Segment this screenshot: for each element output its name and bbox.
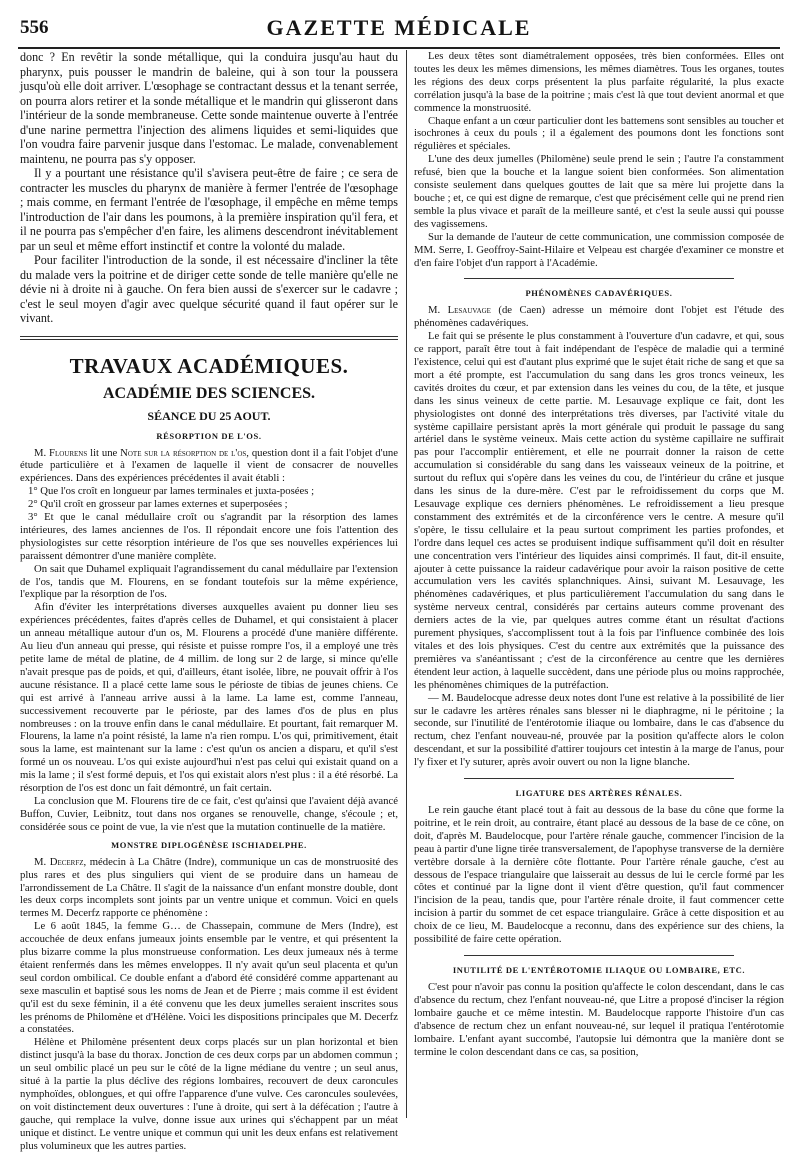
article-paragraph: Afin d'éviter les interprétations diverses auxquelles avaient pu donner lieu ses expériences précédentes, faites d'après celles de Duhamel, et qui consistaient à placer un anneau métallique autour d'un os, M. Flourens a procédé d'une manière différente. Au lieu d'un anneau qui presse, qui résiste et puisse rompre l'os, il a employé une très petite lame de métal de platine, de 4 millim. de long sur 2 de large, si mince qu'elle n'avait presque pas de poids, et qui, d'ailleurs, étant isolée, libre, ne pouvait offrir à l'os aucune résistance. Il a placé cette lame sous le périoste de tibias de jeunes chiens. Ce qui est arrivé à l'anneau arrive aussi à la lame. La lame est, comme l'anneau, successivement recouverte par le périoste, par des lames d'os de plus en plus nombreuses : on la trouve enfin dans le canal médullaire. Et pourtant, fait remarquer M. Flourens, la lame n'a point résisté, la lame n'a rien rompu. L'os qui, primitivement, était sous la lame, est maintenant sur la lame : c'est qu'un os ancien a disparu, et qu'il s'est formé un os nouveau. L'os qui existe aujourd'hui n'est pas celui qui existait quand on a mis la lame ; il s'est formé depuis, et l'os qui existait alors n'est plus : il a été résorbé. La résorption de l'os est donc un fait démontré, un fait certain.	[20, 601, 398, 795]
list-item: 2° Qu'il croît en grosseur par lames externes et superposées ;	[28, 498, 288, 511]
list-item: 1° Que l'os croît en longueur par lames terminales et juxta-posées ;	[28, 485, 315, 498]
note-title: Note sur la résorption de l'os	[120, 446, 247, 459]
article-paragraph: Hélène et Philomène présentent deux corps placés sur un plan horizontal et bien distinct jusqu'à la base du thorax. Jonction de ces deux corps par un abdomen commun ; un seul ombilic placé un peu sur le côté de la ligne médiane du ventre ; un seul anus, situé à la partie la plus déclive des régions lombaires, recouvert de deux caroncules nymphoïdes, oblongues, et qui offre l'apparence d'une vulve. Ces caroncules soulevées, on voit distinctement deux ouvertures : l'une à droite, qui sert à la défécation ; l'autre à gauche, qui remplace la vulve, donne issue aux urines qui s'échappent par un méat unique et distinct. Le ventre unique et commun qui unit les deux enfans est relativement plus volumineux que les autres parties.	[20, 1036, 398, 1152]
article-paragraph: — M. Baudelocque adresse deux notes dont l'une est relative à la possibilité de lier sur le cadavre les artères rénales sans blesser ni le diaphragme, ni le péritoine ; la seconde, sur l'inutilité de l'entérotomie iliaque ou lombaire, dans le cas d'absence du rectum, chez l'enfant nouveau-né, prouvée par la position qu'affecte alors le colon descendant, et sur la possibilité d'attirer toujours cet intestin à la marge de l'anus, pour l'y fixer et l'y suturer, après avoir ouvert ou non la ligne blanche.	[414, 691, 784, 769]
lead-verb: lit une	[87, 446, 121, 459]
article-paragraph: Chaque enfant a un cœur particulier dont les battemens sont sensibles au toucher et isochrones à ceux du pouls ; il a également des poumons dont les fonctions sont régulières et spéciales.	[414, 114, 784, 153]
lead-paragraph	[20, 856, 398, 921]
list-item: 3° Et que le canal médullaire croît ou s'agrandit par la résorption des lames intérieures, des lames anciennes de l'os. Il répondait encore une fois l'attention des physiologistes sur cette résorption intérieure de l'os que ses nouvelles expériences lui paraissent démontrer d'une manière complète.	[20, 511, 398, 562]
author-name: M. Lesauvage	[428, 304, 491, 317]
article-paragraph: Sur la demande de l'auteur de cette communication, une commission composée de MM. Serre, I. Geoffroy-Saint-Hilaire et Velpeau est chargée d'examiner ce monstre et d'en faire l'objet d'un rapport à l'Académie.	[414, 230, 784, 269]
author-name: M. Flourens	[34, 446, 88, 459]
section-subtitle: ACADÉMIE DES SCIENCES.	[102, 384, 316, 402]
monstre-article-start	[20, 856, 398, 1153]
article-paragraph: On sait que Duhamel expliquait l'agrandissement du canal médullaire par l'extension de l'os, tandis que M. Flourens, en se fondant toutefois sur la même expérience, l'explique par la résorption de l'os.	[20, 562, 398, 601]
column-divider	[406, 50, 407, 1118]
article-paragraph: C'est pour n'avoir pas connu la position qu'affecte le colon descendant, dans le cas d'absence du rectum, chez l'enfant nouveau-né, que Litre a proposé d'inciser la région lombaire gauche et ce même intestin. M. Baudelocque rapporte l'histoire d'un cas d'absence de rectum chez un enfant nouveau-né, sur lequel il pratiqua l'entérotomie lombaire. L'enfant ayant succombé, l'autopsie lui démontra que la manière dont se termine le colon descendant dans ce cas, sa position,	[414, 981, 784, 1058]
author-name: M. Decerfz	[34, 855, 84, 868]
lead-rest: (de Caen) adresse un mémoire dont l'objet est l'étude des phénomènes cadavériques.	[414, 304, 784, 330]
article-paragraph: Le fait qui se présente le plus constamment à l'ouverture d'un cadavre, et qui, sous ce rapport, paraît être tout à fait indépendant de l'espèce de maladie qui a terminé l'existence, celui qui est d'autant plus exprimé que le sujet était riche de sang et que sa mort a été prompte, est l'accumulation du sang dans les gros troncs veineux, les cavités droites du cœur, et par extension dans les veines du cou, de la tête, et jusque dans les sinus veineux de cette partie. M. Lesauvage explique ce fait, dont les physiologistes ont donné des interprétations très diverses, par l'activité vitale du système capillaire persistant après la mort générale qui produit le passage du sang artériel dans le système veineux. Mais cette action du système capillaire ne suffirait pas pour l'accomplir entièrement, et elle ne pourrait donner la raison de cette accumulation si considérable du sang dans les vaisseaux veineux de la poitrine, et surtout du reflux qui s'opère dans les veines du cou, de l'intérieur du crâne et jusque dans les sinus de la dure-mère. C'est par le refroidissement du corps que M. Lesauvage explique ces derniers phénomènes. Le refroidissement a lieu presque constamment des extrémités et de la circonférence vers le centre. A mesure qu'il s'opère, le tissu cellulaire et la peau surtout compriment les parties profondes, et l'ordre dans lequel ces actes se produisent indique suffisamment qu'il doit en résulter une concentration vers l'intérieur des liquides ainsi comprimés. Il faut, dit-il ensuite, ajouter à cette puissance la raideur cadavérique pour avoir la raison positive de cette accumulation vers les cavités splanchniques. Ainsi, suivant M. Lesauvage, les phénomènes cadavériques, et plus particulièrement l'accumulation du sang dans le système nerveux central, considérés par certains auteurs comme provenant des derniers actes de la vie, par quelques autres comme étant un résultat d'actions purement physiques, s'accomplissent tout à la fois par l'influence combinée des lois vitales et des lois physiques. C'est du centre aux extrémités que la puissance des premières va s'anéantissant ; c'est de la circonférence au centre que les dernières étendent leur action, à laquelle succèdent, dans une période plus ou moins rapprochée, les phénomènes chimiques de la putréfaction.	[414, 330, 784, 691]
section-title: TRAVAUX ACADÉMIQUES.	[69, 353, 349, 378]
article-paragraph: L'une des deux jumelles (Philomène) seule prend le sein ; l'autre l'a constamment refusé, bien que la bouche et la langue soient bien conformées. Son alimentation consiste seulement dans quelques gouttes de lait que sa mère lui projette dans la bouche ; et, ce qui est digne de remarque, c'est que précisément celle qui ne prend rien semble la plus vivace et paraît de la meilleure santé, et c'est la seule aussi qui pousse des vagissemens.	[414, 153, 784, 230]
topic-heading: INUTILITÉ DE L'ENTÉROTOMIE ILIAQUE OU LOMBAIRE, ETC.	[452, 965, 746, 975]
running-head	[18, 14, 780, 46]
lead-rest: , médecin à La Châtre (Indre), communique un cas de monstruosité des plus rares et des plus singuliers qui vient de se produire dans un hameau de l'arrondissement de La Châtre. Il s'agit de la naissance d'un enfant monstre double, dont les deux corps incomplets sont joints par un ventre unique et commun. Voici en quels termes M. Decerfz rapporte ce phénomène :	[20, 855, 399, 920]
page-number: 556	[20, 17, 49, 38]
article-paragraph: Le 6 août 1845, la femme G… de Chassepain, commune de Mers (Indre), est accouchée de deux enfans jumeaux joints ensemble par le ventre, et qui présentent la plus bizarre comme la plus monstrueuse conformation. Les deux jumeaux nés à terme étaient renfermés dans les mêmes enveloppes. Il n'y avait qu'un seul placenta et qu'un seul cordon ombilical. Ce double enfant a d'abord été considéré comme appartenant au sexe masculin et baptisé sous les noms de Jean et de Pierre ; mais comme il est évident qu'il est du sexe féminin, il a été convenu que les deux jumelles seraient inscrites sous les prénoms de Philomène et d'Hélène. Voici les dispositions principales que M. Decerfz a constatées.	[20, 920, 398, 1036]
resorption-article	[20, 447, 398, 834]
article-paragraph: donc ? En revêtir la sonde métallique, qui la conduira jusqu'au haut du pharynx, puis pousser le mandrin de baleine, qui à son tour la poussera jusqu'où elle doit arriver. L'œsophage se contractant dessus et la tenant serrée, on pourra alors retirer et la sonde métallique et le mandrin qui glisseront dans l'intérieur de la sonde membraneuse. Cette sonde maintenue ouverte à l'entrée d'une narine permettra l'injection des alimens liquides et semi-liquides que l'on voudra faire parvenir jusque dans l'estomac. Le malade, convenablement maintenu, ne pourra pas s'y opposer.	[20, 50, 398, 166]
left-column	[20, 50, 399, 1152]
separator	[464, 278, 734, 279]
lead-paragraph	[414, 304, 784, 330]
article-paragraph: Le rein gauche étant placé tout à fait au dessous de la base du cône que forme la poitrine, et le rein droit, au contraire, étant placé au dessous de la base de ce cône, on doit, d'après M. Baudelocque, pour l'artère rénale gauche, commencer l'incision de la peau à partir d'une ligne tirée transversalement, de l'apophyse transverse de la dernière vertèbre dorsale à la dernière côte flottante. Pour l'artère rénale gauche, c'est au dessous de l'espace triangulaire que laisserait au dessus de lui le cercle formé par les côtes et continué par la ligne dont il vient d'être question, qu'il faut commencer l'incision de la peau, tandis que, pour l'artère rénale droite, il faut commencer cette incision à partir du sommet de cet espace triangulaire. Grâce à cette disposition et au choix de ce lieu, M. Baudelocque a reconnu, dans des expérience sur des chiens, la possibilité de faire cette opération.	[414, 804, 784, 946]
lead-paragraph	[20, 447, 398, 486]
article-paragraph: Les deux têtes sont diamétralement opposées, très bien conformées. Elles ont toutes les deux les mêmes dimensions, les mêmes diamètres. Tous les organes, toutes les régions des deux corps présentent la plus parfaite régularité, la plus exacte corrélation jusqu'à la base de la poitrine ; mais c'est là que tout devient anormal et que commence la monstruosité.	[414, 50, 784, 114]
article-paragraph: Pour faciliter l'introduction de la sonde, il est nécessaire d'incliner la tête du malade vers la poitrine et de diriger cette sonde de telle manière qu'elle ne dévie ni à droite ni à gauche. On fera bien aussi de s'exercer sur le cadavre ; c'est le seul moyen d'agir avec quelque sécurité quand il faut opérer sur le vivant.	[20, 253, 398, 325]
sonde-article	[20, 50, 398, 326]
cadaveriques-article	[414, 304, 784, 769]
topic-heading: MONSTRE DIPLOGÉNÈSE ISCHIADELPHE.	[111, 839, 307, 850]
separator	[464, 778, 734, 779]
separator	[464, 955, 734, 956]
monstre-article-continued	[414, 50, 784, 269]
topic-heading: LIGATURE DES ARTÈRES RÉNALES.	[515, 788, 683, 799]
article-paragraph: La conclusion que M. Flourens tire de ce fait, c'est qu'ainsi que l'avaient déjà avancé Buffon, Cuvier, Leibnitz, tout dans nos organes se renouvelle, change, s'écoule ; et, considérée sous ce point de vue, la vie n'est que la mutation continuelle de la matière.	[20, 794, 398, 833]
article-paragraph: Il y a pourtant une résistance qu'il s'avisera peut-être de faire ; ce sera de contracter les muscles du pharynx de manière à fermer l'entrée de l'œsophage ; mais comme, en fermant l'entrée de l'œsophage, il empêche en même temps l'introduction de l'air dans les poumons, à la première inspiration qu'il fera, et il ne pourra pas s'empêcher d'en faire, les alimens descendront inévitablement par un seul et même effort instinctif et contre la volonté du malade.	[20, 166, 398, 253]
topic-heading: RÉSORPTION DE L'OS.	[156, 430, 262, 441]
lead-rest: , question dont il a fait l'objet d'une étude particulière et à l'examen de laquelle il vient de consacrer de nouvelles expériences. Dans des expériences précédentes il avait établi :	[20, 446, 398, 485]
topic-heading: PHÉNOMÈNES CADAVÉRIQUES.	[525, 288, 673, 299]
header-rule	[18, 47, 780, 49]
right-column	[414, 50, 784, 1118]
section-separator	[20, 336, 398, 340]
seance-date: SÉANCE DU 25 AOUT.	[147, 408, 271, 423]
journal-title: GAZETTE MÉDICALE	[266, 15, 532, 40]
